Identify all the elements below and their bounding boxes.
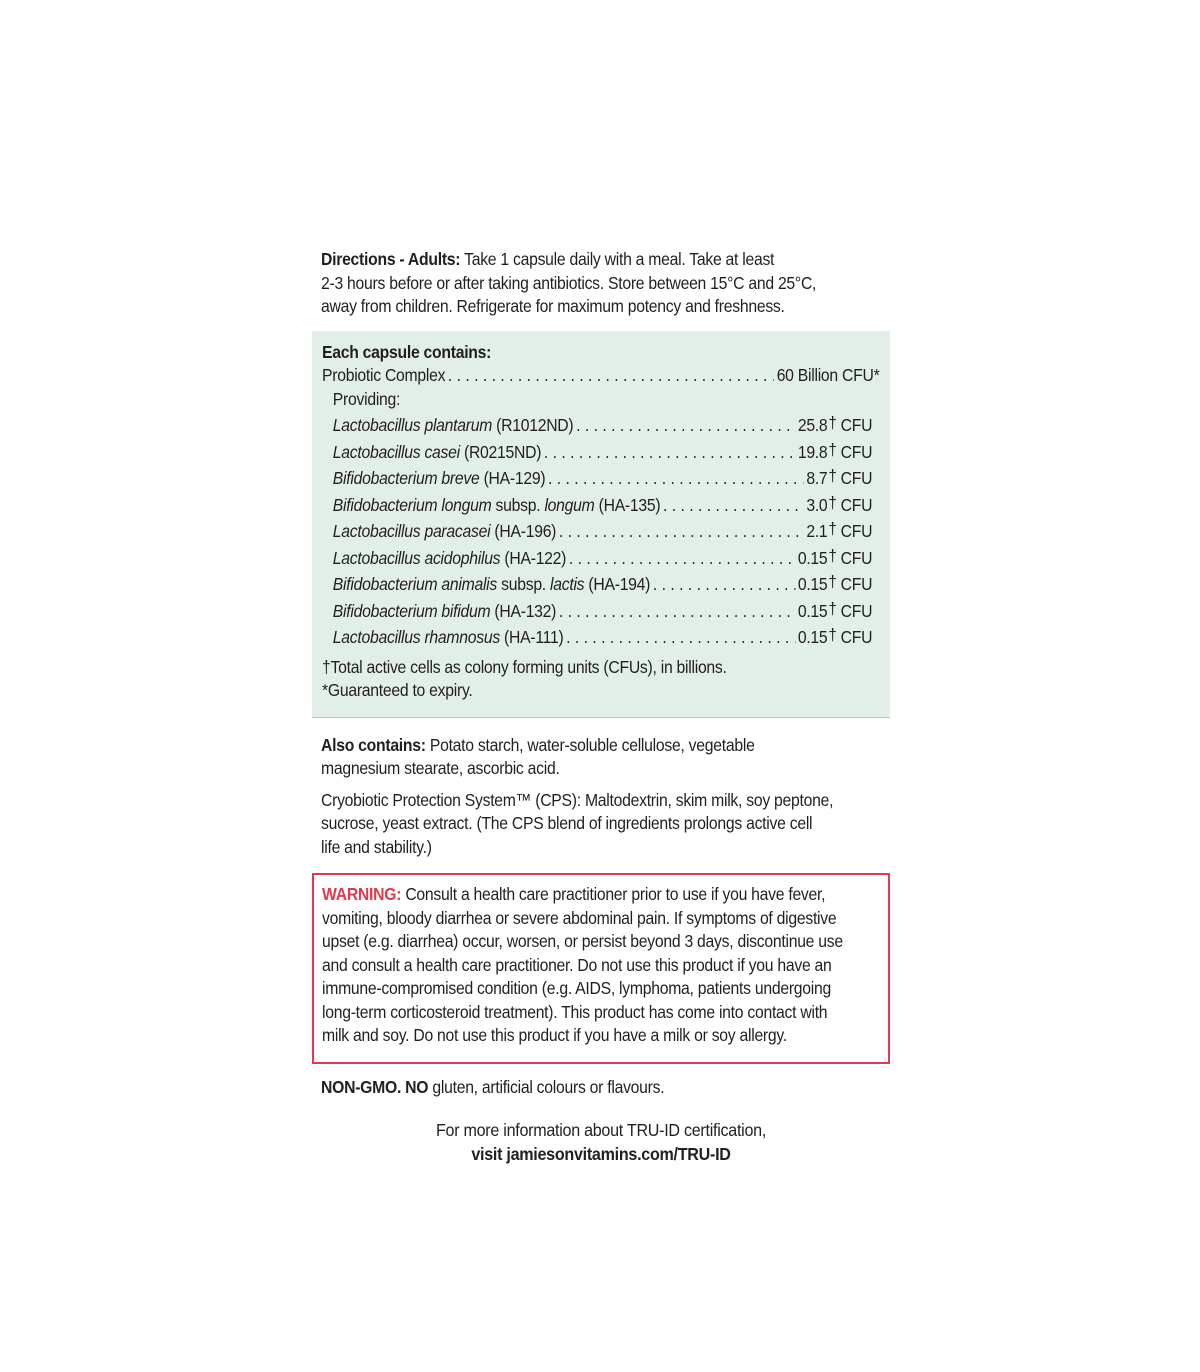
also-label: Also contains:: [321, 734, 426, 755]
strain-amount: 0.15† CFU: [797, 598, 873, 621]
website-link[interactable]: visit jamiesonvitamins.com/TRU-ID: [471, 1143, 731, 1164]
strain-amount: 0.15† CFU: [797, 572, 873, 594]
more-info-line: For more information about TRU-ID certification,: [435, 1120, 767, 1140]
also-contains-section: Also contains: Potato starch, water-soluble cellulose, vegetable magnesium stearate, ascorbic acid.: [321, 734, 755, 778]
complex-name: Probiotic Complex: [322, 365, 446, 385]
strain-name: Bifidobacterium longum subsp. longum (HA-135): [332, 494, 661, 515]
warning-label: WARNING:: [322, 884, 402, 904]
more-info: [312, 1099, 890, 1166]
leader-dots: [576, 414, 795, 438]
directions-line-1: Take 1 capsule daily with a meal. Take at least: [460, 249, 775, 269]
non-gmo-statement: NON-GMO. NO gluten, artificial colours or flavours.: [321, 1076, 665, 1097]
strain-name: Lactobacillus casei (R0215ND): [332, 441, 542, 462]
leader-dots: [448, 364, 774, 388]
strain-row: [322, 491, 879, 518]
leader-dots: [569, 547, 795, 571]
dagger-symbol: †: [322, 656, 331, 677]
directions-line-2: 2-3 hours before or after taking antibiotics. Store between 15°C and 25°C,: [321, 272, 817, 293]
leader-dots: [653, 573, 795, 597]
strain-amount: 0.15† CFU: [797, 625, 873, 647]
strain-row: [322, 570, 879, 597]
ingredients-panel: [312, 331, 890, 718]
warning-box: WARNING: Consult a health care practitioner prior to use if you have fever, vomiting, bloody diarrhea or severe abdominal pain. If symptoms of digestive upset (e.g. diarrhea) occur, worsen, or persist beyond 3 days, discontinue use and consult a health care practitioner. Do not use this product if you have an immune-compromised condition (e.g. AIDS, lymphoma, patients undergoing long-term corticosteroid treatment). This product has come into contact with milk and soy. Do not use this product if you have a milk or soy allergy.: [312, 873, 890, 1064]
strain-list: [322, 411, 879, 650]
leader-dots: [544, 441, 795, 465]
strain-row: [322, 464, 879, 491]
strain-row: [322, 597, 879, 624]
leader-dots: [566, 626, 795, 650]
strain-amount: 8.7† CFU: [806, 466, 873, 488]
cps-section: Cryobiotic Protection System™ (CPS): Maltodextrin, skim milk, soy peptone, sucrose, yeast extract. (The CPS blend of ingredients prolongs active cell life and stability.): [321, 789, 834, 857]
providing-label: Providing:: [332, 388, 401, 409]
directions-label: Directions - Adults:: [321, 249, 461, 269]
strain-row: [322, 438, 879, 465]
panel-heading: Each capsule contains:: [322, 341, 492, 362]
strain-name: Lactobacillus acidophilus (HA-122): [332, 547, 567, 568]
footnote-cfu: †Total active cells as colony forming units (CFUs), in billions.: [322, 656, 727, 677]
strain-amount: 2.1† CFU: [806, 519, 873, 541]
strain-row: [322, 623, 879, 650]
strain-row: [322, 411, 879, 438]
product-label: [312, 244, 890, 1166]
leader-dots: [559, 520, 804, 544]
strain-name: Lactobacillus paracasei (HA-196): [332, 521, 557, 541]
directions-line-3: away from children. Refrigerate for maximum potency and freshness.: [321, 296, 785, 316]
leader-dots: [663, 494, 804, 518]
strain-row: [322, 517, 879, 544]
strain-amount: 0.15† CFU: [797, 545, 873, 568]
strain-row: [322, 544, 879, 571]
strain-name: Bifidobacterium breve (HA-129): [332, 468, 546, 488]
strain-name: Bifidobacterium bifidum (HA-132): [332, 600, 557, 621]
strain-amount: 25.8† CFU: [797, 413, 873, 435]
directions-section: [312, 244, 907, 319]
leader-dots: [548, 467, 804, 491]
strain-name: Bifidobacterium animalis subsp. lactis (HA-194): [332, 574, 651, 594]
strain-name: Lactobacillus rhamnosus (HA-111): [332, 627, 564, 647]
complex-value: 60 Billion CFU*: [776, 365, 880, 385]
footnote-expiry: *Guaranteed to expiry.: [322, 680, 473, 700]
complex-row: [322, 364, 879, 388]
strain-amount: 3.0† CFU: [806, 492, 873, 515]
leader-dots: [559, 600, 795, 624]
strain-name: Lactobacillus plantarum (R1012ND): [332, 415, 574, 435]
strain-amount: 19.8† CFU: [797, 439, 873, 462]
non-gmo-label: NON-GMO. NO: [321, 1076, 429, 1097]
